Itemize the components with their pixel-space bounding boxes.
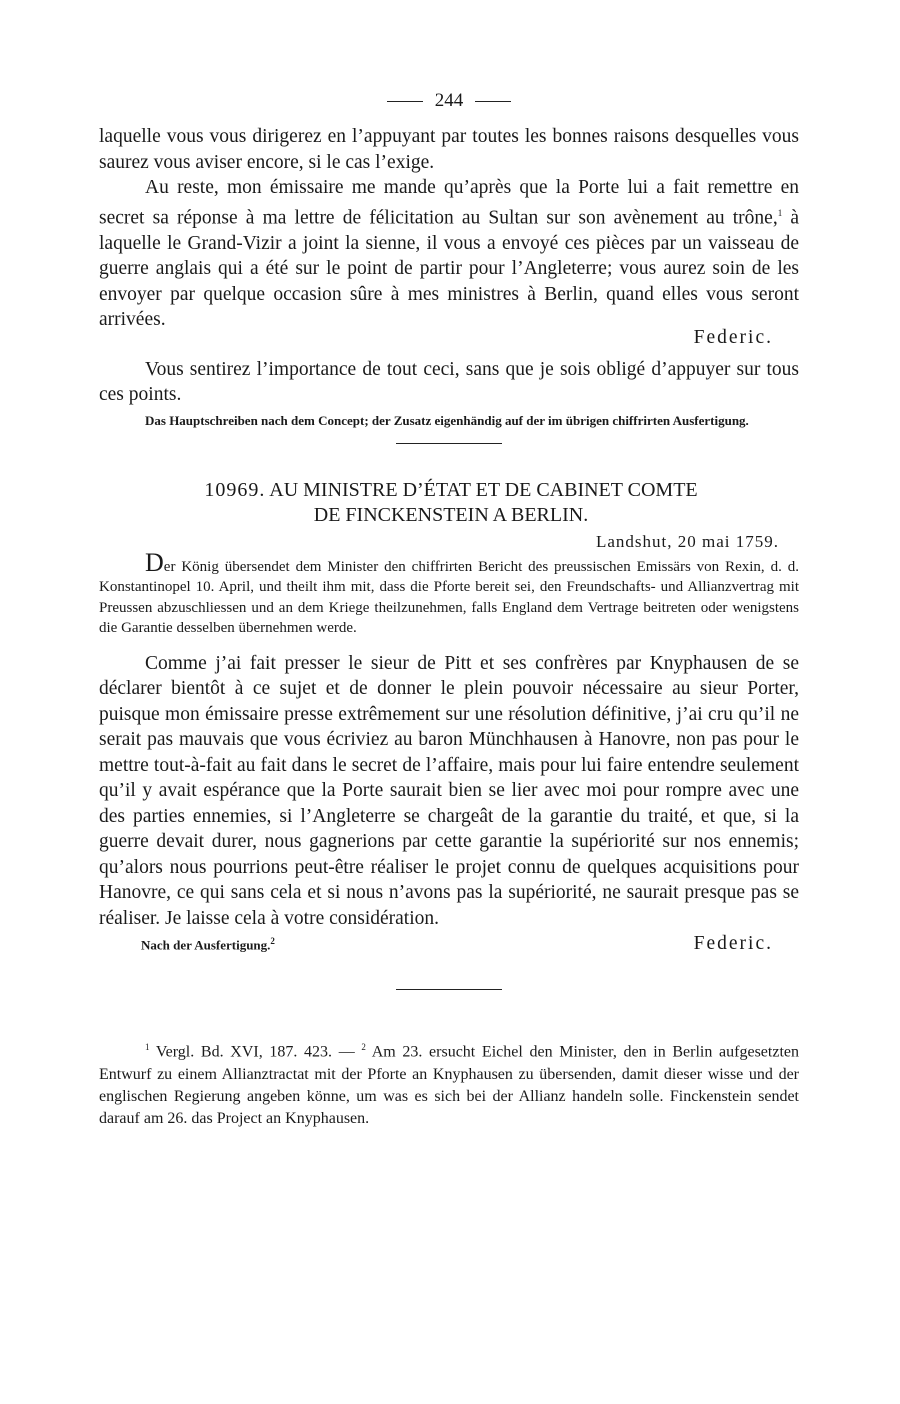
letter1-source-note: Das Hauptschreiben nach dem Concept; der Zusatz eigenhändig auf der im übrigen chiffrirten Ausfertigung. (145, 412, 749, 428)
letter2-title-line-1: AU MINISTRE D’ÉTAT ET DE CABINET COMTE (269, 478, 698, 501)
letter2-closing (99, 933, 799, 955)
header-dash-left (387, 101, 423, 102)
footnotes (99, 1036, 799, 1129)
document-page (99, 86, 799, 1130)
footnote-mark-2: 2 (361, 1042, 366, 1053)
letter2-title-line-2: DE FINCKENSTEIN A BERLIN. (313, 503, 589, 526)
summary-text: er König übersendet dem Minister den chiffrirten Bericht des preussischen Emissärs von Rexin, d. d. Konstantinopel 10. April, und theilt ihm mit, dass die Pforte bereit sei, den Freundschafts- und Allianzvertrag mit Preussen abzuschliessen und an dem Kriege theilzunehmen, falls England dem Vertrage beitreten oder wenigstens die Garantie desselben übernehmen werde. (99, 558, 799, 636)
footnote-reference-2: 2 (270, 936, 275, 946)
letter1-postscript: Vous sentirez l’importance de tout ceci, sans que je sois obligé d’appuyer sur tous ces points. (99, 358, 799, 405)
letter2-source-note (141, 933, 275, 953)
letter1-paragraph-2-part-a: Au reste, mon émissaire me mande qu’après que la Porte lui a fait remettre en secret sa réponse à ma lettre de félicitation au Sultan sur son avènement au trône, (99, 177, 799, 228)
footnote-2-text: Am 23. ersucht Eichel den Minister, den in Berlin aufgesetzten Entwurf zu einem Allianztractat mit der Pforte an Knyphausen zu übersenden, damit dieser wisse und der englischen Regierung angeben könne, um was es sich bei der Allianz handeln solle. Finckenstein sendet darauf am 26. das Project an Knyphausen. (99, 1043, 800, 1127)
letter2-heading-line-1 (103, 478, 799, 503)
letter2-source-note-text: Nach der Ausfertigung. (141, 937, 271, 953)
footnote-1-text: Vergl. Bd. XVI, 187. 423. — (149, 1043, 362, 1061)
letter1-signature: Federic. (693, 326, 773, 348)
letter1-paragraph-2 (99, 175, 799, 333)
letter1-paragraph-2-part-b: à laquelle le Grand-Vizir a joint la sienne, il vous a envoyé ces pièces par un vaisseau de guerre anglais qui a été sur le point de partir pour l’Angleterre; vous aurez soin de les envoyer par quelque occasion sûre à mes ministres à Berlin, quand elles vous seront arrivées. (99, 207, 799, 330)
letter2-signature: Federic. (693, 933, 773, 955)
page-number: 244 (434, 90, 464, 111)
section-divider-1 (396, 443, 502, 444)
header-dash-right (475, 101, 511, 102)
section-divider-2 (396, 989, 502, 990)
footnote-reference-1: 1 (777, 207, 783, 218)
letter1-paragraph-1: laquelle vous vous dirigerez en l’appuyant par toutes les bonnes raisons desquelles vous saurez vous aviser encore, si le cas l’exige. (99, 126, 799, 173)
footnote-mark-1: 1 (145, 1042, 150, 1053)
summary-initial: D (145, 547, 164, 577)
page-header (99, 86, 799, 116)
letter2-summary (99, 547, 799, 639)
letter2-place-date: Landshut, 20 mai 1759. (595, 531, 779, 551)
letter2-heading (99, 478, 799, 528)
letter2-number: 10969. (204, 478, 266, 501)
letter2-body: Comme j’ai fait presser le sieur de Pitt et ses confrères par Knyphausen de se déclarer bientôt à ce sujet et de donner le plein pouvoir nécessaire au sieur Porter, puisque mon émissaire presse extrêmement sur une résolution définitive, j’ai cru qu’il ne serait pas mauvais que vous écriviez au baron Münchhausen à Hanovre, non pas pour le mettre tout-à-fait au fait dans le secret de l’affaire, mais pour lui faire entendre seulement qu’il y avait espérance que la Porte saurait bien se lier avec moi pour rompre avec une des parties ennemies, si l’Angleterre se chargeât de la garantie du traité, et que, si la guerre devait durer, nous gagnerions par cette garantie la supériorité sur nos ennemis; qu’alors nous pourrions peut-être réaliser le projet connu de quelques acquisitions pour Hanovre, ce qui sans cela et si nous n’avons pas la supériorité, ne saurait presque pas se réaliser. Je laisse cela à votre considération. (99, 652, 799, 929)
